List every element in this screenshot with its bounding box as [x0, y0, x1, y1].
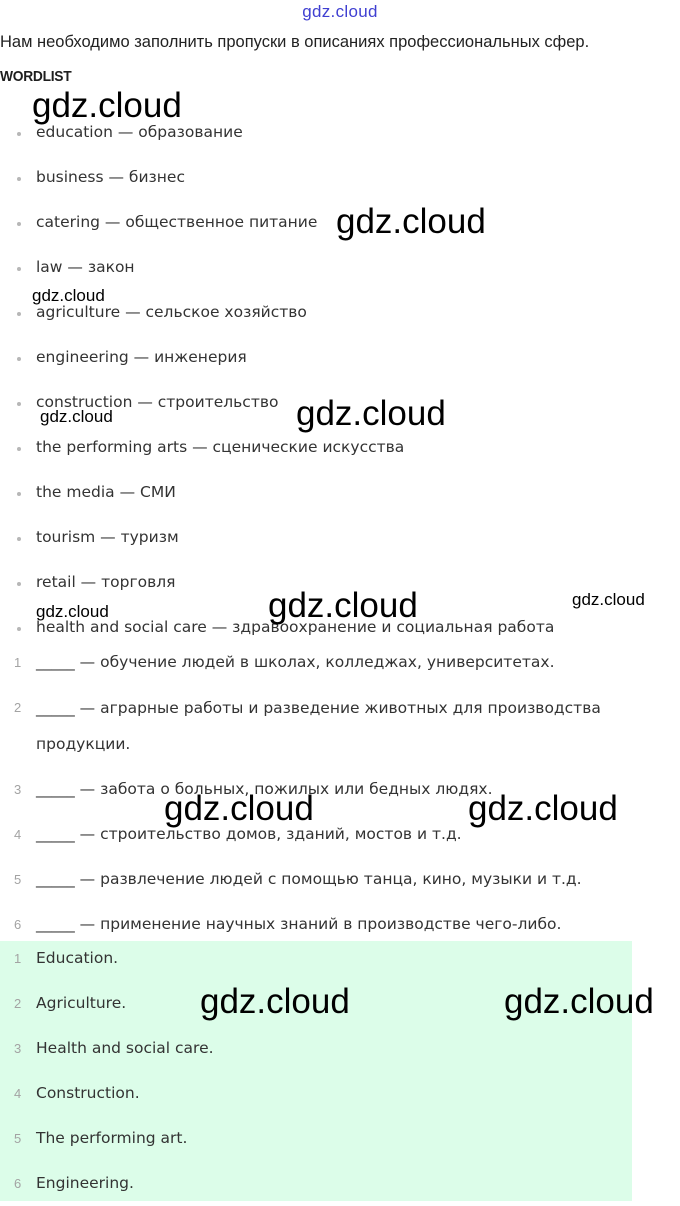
- task-number: 3: [14, 781, 22, 797]
- bullet-icon: [17, 492, 21, 496]
- task-number: 2: [14, 700, 22, 715]
- watermark: gdz.cloud: [296, 394, 446, 433]
- watermark: gdz.cloud: [164, 789, 314, 828]
- wordlist-item-text: health and social care — здравоохранение и социальная работа: [36, 618, 555, 636]
- answer-item: [0, 1026, 214, 1071]
- bullet-icon: [17, 537, 21, 541]
- answer-text: Construction.: [36, 1084, 140, 1102]
- task-text: _____ — развлечение людей с помощью танца, кино, музыки и т.д.: [36, 869, 582, 888]
- wordlist: [0, 110, 554, 650]
- task-item: [0, 685, 636, 767]
- wordlist-item-text: retail — торговля: [36, 573, 176, 591]
- answer-item: [0, 1071, 214, 1116]
- watermark: gdz.cloud: [504, 982, 654, 1021]
- wordlist-heading: WORDLIST: [0, 68, 72, 85]
- bullet-icon: [17, 402, 21, 406]
- answer-number: 2: [14, 996, 22, 1011]
- wordlist-item-text: education — образование: [36, 123, 243, 141]
- bullet-icon: [17, 177, 21, 181]
- wordlist-item-text: the performing arts — сценические искусства: [36, 438, 405, 456]
- watermark: gdz.cloud: [572, 590, 645, 609]
- bullet-icon: [17, 312, 21, 316]
- watermark: gdz.cloud: [36, 602, 109, 621]
- wordlist-item-text: catering — общественное питание: [36, 213, 318, 231]
- wordlist-item: [0, 245, 554, 290]
- wordlist-item: [0, 335, 554, 380]
- bullet-icon: [17, 357, 21, 361]
- answer-item: [0, 981, 214, 1026]
- task-number: 6: [14, 916, 22, 932]
- bullet-icon: [17, 267, 21, 271]
- answer-number: 6: [14, 1176, 22, 1191]
- wordlist-item-text: tourism — туризм: [36, 528, 179, 546]
- task-number: 5: [14, 871, 22, 887]
- bullet-icon: [17, 132, 21, 136]
- answer-number: 5: [14, 1131, 22, 1146]
- watermark: gdz.cloud: [40, 407, 113, 426]
- wordlist-item-text: engineering — инженерия: [36, 348, 247, 366]
- answer-item: [0, 1116, 214, 1161]
- wordlist-item-text: law — закон: [36, 258, 135, 276]
- bullet-icon: [17, 222, 21, 226]
- task-text: _____ — применение научных знаний в производстве чего-либо.: [36, 914, 562, 933]
- task-number: 1: [14, 655, 22, 670]
- task-item: [0, 857, 636, 902]
- answer-number: 1: [14, 951, 22, 966]
- watermark: gdz.cloud: [200, 982, 350, 1021]
- wordlist-item-text: agriculture — сельское хозяйство: [36, 303, 307, 321]
- top-watermark: gdz.cloud: [302, 2, 378, 21]
- task-text: _____ — аграрные работы и разведение животных для производства продукции.: [36, 698, 601, 753]
- wordlist-item-text: business — бизнес: [36, 168, 185, 186]
- answer-item: [0, 936, 214, 981]
- watermark: gdz.cloud: [32, 86, 182, 125]
- task-item: [0, 640, 636, 685]
- task-text: _____ — забота о больных, пожилых или бедных людях.: [36, 779, 493, 798]
- watermark: gdz.cloud: [268, 586, 418, 625]
- bullet-icon: [17, 627, 21, 631]
- answer-text: The performing art.: [36, 1129, 188, 1147]
- task-number: 4: [14, 826, 22, 842]
- wordlist-item: [0, 425, 554, 470]
- answer-item: [0, 1161, 214, 1206]
- wordlist-item: [0, 155, 554, 200]
- wordlist-item: [0, 515, 554, 560]
- answer-number: 4: [14, 1086, 22, 1101]
- task-text: _____ — строительство домов, зданий, мостов и т.д.: [36, 824, 462, 843]
- task-text: _____ — обучение людей в школах, колледжах, университетах.: [36, 653, 555, 671]
- watermark: gdz.cloud: [32, 286, 105, 305]
- answer-number: 3: [14, 1041, 22, 1056]
- wordlist-item-text: the media — СМИ: [36, 483, 176, 501]
- watermark: gdz.cloud: [468, 789, 618, 828]
- bullet-icon: [17, 447, 21, 451]
- bullet-icon: [17, 582, 21, 586]
- answer-text: Health and social care.: [36, 1039, 214, 1057]
- intro-text: Нам необходимо заполнить пропуски в описаниях профессиональных сфер.: [0, 33, 590, 51]
- wordlist-item: [0, 470, 554, 515]
- answer-text: Agriculture.: [36, 994, 127, 1012]
- wordlist-item-text: construction — строительство: [36, 393, 279, 411]
- answer-text: Engineering.: [36, 1174, 134, 1192]
- answer-text: Education.: [36, 949, 119, 967]
- answer-list: [0, 936, 214, 1206]
- watermark: gdz.cloud: [336, 202, 486, 241]
